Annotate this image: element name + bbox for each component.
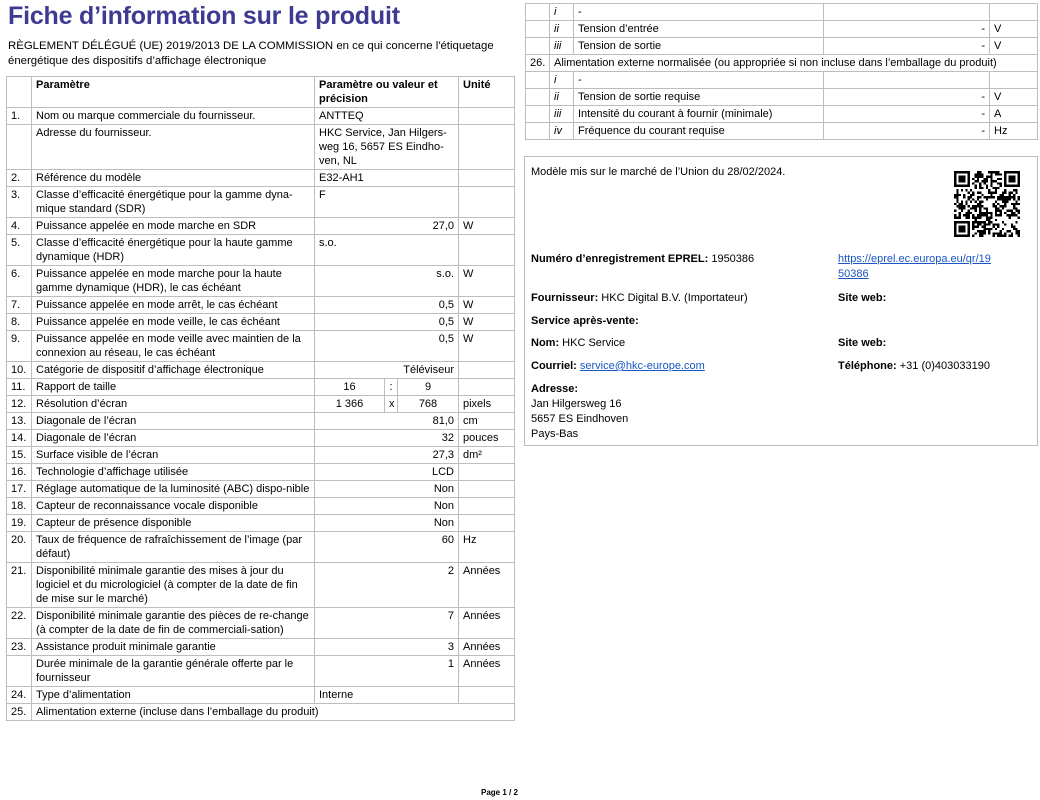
row-unit: Années <box>459 563 515 608</box>
row-number: 11. <box>7 379 32 396</box>
row-unit: W <box>459 314 515 331</box>
row-unit <box>459 362 515 379</box>
header-value: Paramètre ou valeur et précision <box>315 77 459 108</box>
page-number: Page 1 / 2 <box>481 788 518 797</box>
row-label: Puissance appelée en mode arrêt, le cas échéant <box>32 297 315 314</box>
row-label: Surface visible de l’écran <box>32 447 315 464</box>
row-unit: pixels <box>459 396 515 413</box>
name-label: Nom: <box>531 337 560 349</box>
row-unit <box>459 187 515 218</box>
table-row <box>7 563 515 608</box>
external-power-table <box>525 3 1038 140</box>
table-row <box>7 331 515 362</box>
row-label: Résolution d’écran <box>32 396 315 413</box>
row-unit <box>459 498 515 515</box>
row-label: Capteur de présence disponible <box>32 515 315 532</box>
row-number: 5. <box>7 235 32 266</box>
row-unit: dm² <box>459 447 515 464</box>
indent-cell <box>526 21 550 38</box>
row-number: 4. <box>7 218 32 235</box>
phone-label: Téléphone: <box>838 360 897 372</box>
row-value: 7 <box>315 608 459 639</box>
address-line-1: Jan Hilgersweg 16 <box>531 398 622 410</box>
row-label: Durée minimale de la garantie générale offerte par le fournisseur <box>32 656 315 687</box>
table-row <box>7 704 515 721</box>
table-row <box>7 447 515 464</box>
sub-index: i <box>550 4 574 21</box>
row-value-b: 9 <box>398 379 459 396</box>
row-value: Non <box>315 498 459 515</box>
row-number: 16. <box>7 464 32 481</box>
row-unit: W <box>459 218 515 235</box>
sub-index: ii <box>550 21 574 38</box>
table-row <box>7 218 515 235</box>
table-row <box>526 123 1038 140</box>
table-row <box>7 266 515 297</box>
row-label: Assistance produit minimale garantie <box>32 639 315 656</box>
indent-cell <box>526 38 550 55</box>
row-value: s.o. <box>315 266 459 297</box>
table-row <box>7 125 515 170</box>
row-value: Non <box>315 481 459 498</box>
row-number: 7. <box>7 297 32 314</box>
row-value: s.o. <box>315 235 459 266</box>
table-row <box>526 106 1038 123</box>
row-label: - <box>574 72 824 89</box>
website-label-2: Site web: <box>838 337 887 349</box>
row-value: Interne <box>315 687 459 704</box>
row-value-b: 768 <box>398 396 459 413</box>
row-label: Capteur de reconnaissance vocale disponible <box>32 498 315 515</box>
row-number: 19. <box>7 515 32 532</box>
row-unit: cm <box>459 413 515 430</box>
table-row <box>7 515 515 532</box>
table-row <box>7 108 515 125</box>
address-label: Adresse: <box>531 383 579 395</box>
row-unit: W <box>459 266 515 297</box>
table-row <box>7 430 515 447</box>
row-value: Téléviseur <box>315 362 459 379</box>
table-row <box>7 396 515 413</box>
indent-cell <box>526 123 550 140</box>
table-row <box>7 235 515 266</box>
row-separator: : <box>385 379 398 396</box>
row-label: Adresse du fournisseur. <box>32 125 315 170</box>
table-row <box>7 314 515 331</box>
row-value: F <box>315 187 459 218</box>
row-unit: V <box>990 21 1038 38</box>
eprel-number: 1950386 <box>711 253 755 265</box>
row-number <box>7 125 32 170</box>
supplier-value: HKC Digital B.V. (Importateur) <box>601 292 748 304</box>
row-unit: Années <box>459 639 515 656</box>
row-value: 27,0 <box>315 218 459 235</box>
row-label: Intensité du courant à fournir (minimale) <box>574 106 824 123</box>
row-label: Rapport de taille <box>32 379 315 396</box>
website-label-1: Site web: <box>838 292 887 304</box>
table-row <box>7 379 515 396</box>
table-row <box>7 608 515 639</box>
indent-cell <box>526 4 550 21</box>
indent-cell <box>526 106 550 123</box>
row-value <box>824 72 990 89</box>
row-unit <box>459 687 515 704</box>
eprel-label: Numéro d’enregistrement EPREL: <box>531 253 709 265</box>
table-row <box>7 656 515 687</box>
row-label: Catégorie de dispositif d’affichage électronique <box>32 362 315 379</box>
eprel-link[interactable]: https://eprel.ec.europa.eu/qr/19 <box>838 253 991 265</box>
row-label: Taux de fréquence de rafraîchissement de l’image (par défaut) <box>32 532 315 563</box>
sub-index: i <box>550 72 574 89</box>
row-value: - <box>824 38 990 55</box>
row-unit: W <box>459 297 515 314</box>
sub-index: iii <box>550 106 574 123</box>
sub-index: ii <box>550 89 574 106</box>
row-unit <box>990 4 1038 21</box>
row-label: Classe d’efficacité énergétique pour la gamme dyna-mique standard (SDR) <box>32 187 315 218</box>
row-unit <box>459 125 515 170</box>
row-label: Disponibilité minimale garantie des mises à jour du logiciel et du micrologiciel (à compter de la date de fin de mise sur le marché) <box>32 563 315 608</box>
row-number: 21. <box>7 563 32 608</box>
table-row <box>7 464 515 481</box>
phone-value: +31 (0)403033190 <box>899 360 990 372</box>
row-label: Tension d’entrée <box>574 21 824 38</box>
row-value: 2 <box>315 563 459 608</box>
row-unit: W <box>459 331 515 362</box>
row-value: - <box>824 21 990 38</box>
table-row <box>7 639 515 656</box>
row-value: 0,5 <box>315 314 459 331</box>
row-value: ANTTEQ <box>315 108 459 125</box>
row-unit <box>990 72 1038 89</box>
row-unit: Années <box>459 608 515 639</box>
row-number: 20. <box>7 532 32 563</box>
row-unit <box>459 170 515 187</box>
row-unit: Années <box>459 656 515 687</box>
row-value: 32 <box>315 430 459 447</box>
qr-code-icon <box>954 171 1020 237</box>
product-info-table <box>6 76 515 721</box>
indent-cell <box>526 72 550 89</box>
table-row <box>7 413 515 430</box>
row-label: Disponibilité minimale garantie des pièces de re-change (à compter de la date de fin de commerciali-sation) <box>32 608 315 639</box>
table-row <box>526 21 1038 38</box>
market-date-text: Modèle mis sur le marché de l’Union du 28/02/2024. <box>531 166 786 178</box>
row-number: 25. <box>7 704 32 721</box>
header-unit: Unité <box>459 77 515 108</box>
row-label: Nom ou marque commerciale du fournisseur. <box>32 108 315 125</box>
row-value: 27,3 <box>315 447 459 464</box>
address-line-2: 5657 ES Eindhoven <box>531 413 629 425</box>
row-label: Alimentation externe (incluse dans l’emballage du produit) <box>32 704 515 721</box>
table-row <box>526 4 1038 21</box>
header-param: Paramètre <box>32 77 315 108</box>
row-value: 0,5 <box>315 297 459 314</box>
row-number: 10. <box>7 362 32 379</box>
row-unit: Hz <box>990 123 1038 140</box>
row-unit: pouces <box>459 430 515 447</box>
row-label: Puissance appelée en mode marche pour la haute gamme dynamique (HDR), le cas échéant <box>32 266 315 297</box>
regulation-text: RÈGLEMENT DÉLÉGUÉ (UE) 2019/2013 DE LA COMMISSION en ce qui concerne l'étiquetage énergétique des dispositifs d’affichage électronique <box>8 40 494 67</box>
row-value: LCD <box>315 464 459 481</box>
row-number: 14. <box>7 430 32 447</box>
row-label: Référence du modèle <box>32 170 315 187</box>
row-number: 24. <box>7 687 32 704</box>
supplier-label: Fournisseur: <box>531 292 599 304</box>
row-label: - <box>574 4 824 21</box>
row-label: Tension de sortie <box>574 38 824 55</box>
table-row <box>526 38 1038 55</box>
indent-cell <box>526 89 550 106</box>
row-number: 9. <box>7 331 32 362</box>
row-number: 2. <box>7 170 32 187</box>
row-number: 18. <box>7 498 32 515</box>
row-value: 81,0 <box>315 413 459 430</box>
row-number <box>7 656 32 687</box>
row-value-a: 1 366 <box>315 396 385 413</box>
row-number: 12. <box>7 396 32 413</box>
table-row <box>7 362 515 379</box>
row-label: Réglage automatique de la luminosité (ABC) dispo-nible <box>32 481 315 498</box>
row-number: 8. <box>7 314 32 331</box>
row-value: HKC Service, Jan Hilgers-weg 16, 5657 ES Eindho-ven, NL <box>315 125 459 170</box>
row-label: Puissance appelée en mode veille, le cas échéant <box>32 314 315 331</box>
row-number: 15. <box>7 447 32 464</box>
row-label: Puissance appelée en mode marche en SDR <box>32 218 315 235</box>
row-label: Tension de sortie requise <box>574 89 824 106</box>
table-row <box>526 55 1038 72</box>
row-number: 23. <box>7 639 32 656</box>
name-value: HKC Service <box>562 337 626 349</box>
table-row <box>7 187 515 218</box>
row-number: 1. <box>7 108 32 125</box>
row-value: 60 <box>315 532 459 563</box>
table-header-row <box>7 77 515 108</box>
table-row <box>7 170 515 187</box>
row-number: 6. <box>7 266 32 297</box>
row-value: - <box>824 106 990 123</box>
after-sales-label: Service après-vente: <box>531 315 639 327</box>
row-unit <box>459 481 515 498</box>
row-unit: V <box>990 38 1038 55</box>
table-row <box>526 89 1038 106</box>
table-row <box>7 481 515 498</box>
row-value: 0,5 <box>315 331 459 362</box>
email-label: Courriel: <box>531 360 577 372</box>
row-value: - <box>824 89 990 106</box>
table-row <box>7 498 515 515</box>
row-label: Classe d’efficacité énergétique pour la haute gamme dynamique (HDR) <box>32 235 315 266</box>
row-number: 3. <box>7 187 32 218</box>
row-separator: x <box>385 396 398 413</box>
row-label: Puissance appelée en mode veille avec maintien de la connexion au réseau, le cas échéant <box>32 331 315 362</box>
row-value <box>824 4 990 21</box>
row-unit <box>459 464 515 481</box>
row-unit: A <box>990 106 1038 123</box>
row-number: 17. <box>7 481 32 498</box>
row-number: 22. <box>7 608 32 639</box>
table-row <box>526 72 1038 89</box>
eprel-link-cont[interactable]: 50386 <box>838 268 869 280</box>
address-line-3: Pays-Bas <box>531 428 579 440</box>
email-link[interactable]: service@hkc-europe.com <box>579 360 705 372</box>
table-row <box>7 687 515 704</box>
row-value: - <box>824 123 990 140</box>
row-value-a: 16 <box>315 379 385 396</box>
sub-index: iii <box>550 38 574 55</box>
row-label: Fréquence du courant requise <box>574 123 824 140</box>
page-title: Fiche d’information sur le produit <box>8 2 400 30</box>
row-value: 3 <box>315 639 459 656</box>
table-row <box>7 532 515 563</box>
table-row <box>7 297 515 314</box>
row-value: 1 <box>315 656 459 687</box>
row-unit <box>459 108 515 125</box>
row-label: Technologie d’affichage utilisée <box>32 464 315 481</box>
row-unit <box>459 515 515 532</box>
row-label: Diagonale de l’écran <box>32 413 315 430</box>
row-value: E32-AH1 <box>315 170 459 187</box>
row-unit: Hz <box>459 532 515 563</box>
row-label: Alimentation externe normalisée (ou appropriée si non incluse dans l’emballage du produit) <box>550 55 1038 72</box>
row-label: Type d’alimentation <box>32 687 315 704</box>
row-unit <box>459 379 515 396</box>
row-value: Non <box>315 515 459 532</box>
row-number: 26. <box>526 55 550 72</box>
sub-index: iv <box>550 123 574 140</box>
row-label: Diagonale de l’écran <box>32 430 315 447</box>
row-unit <box>459 235 515 266</box>
row-unit: V <box>990 89 1038 106</box>
row-number: 13. <box>7 413 32 430</box>
